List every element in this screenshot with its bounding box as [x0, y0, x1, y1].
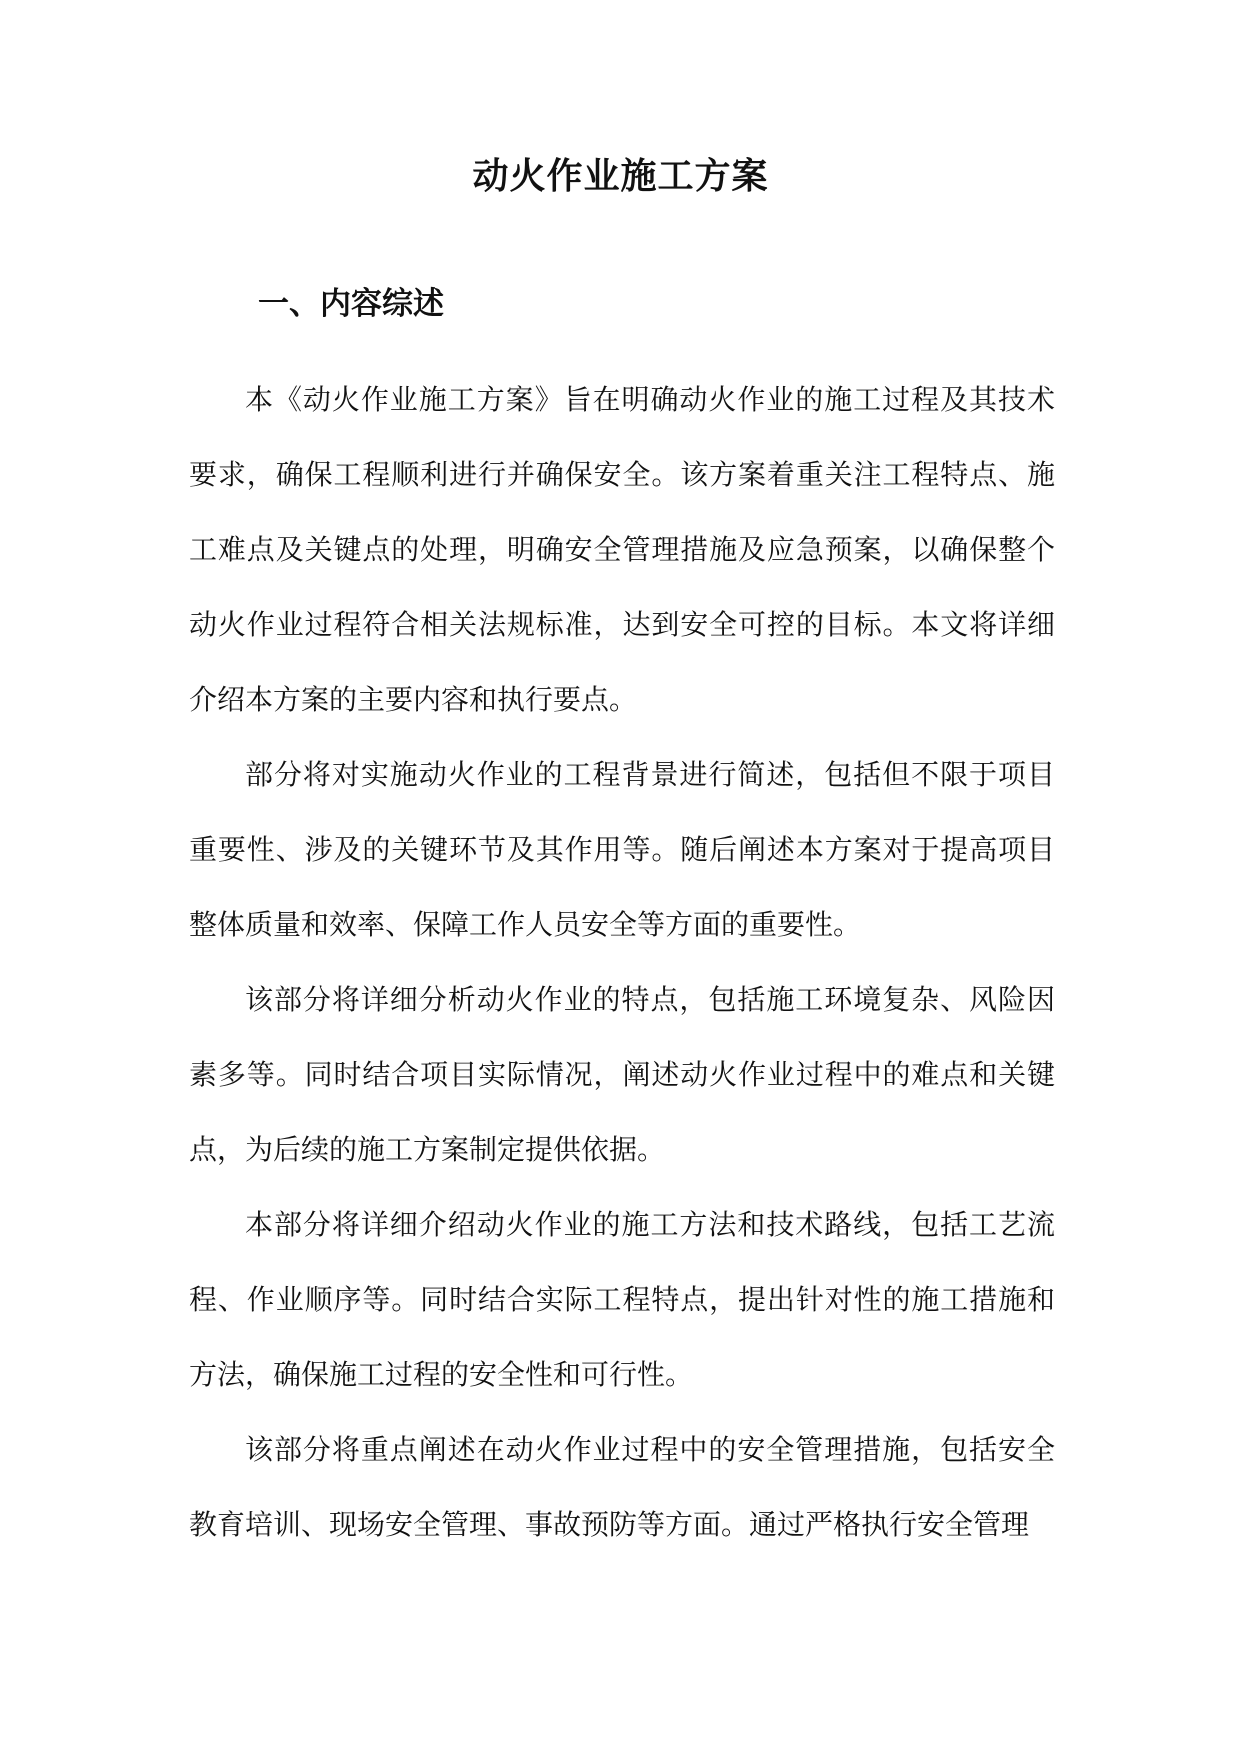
paragraph: 该部分将详细分析动火作业的特点，包括施工环境复杂、风险因素多等。同时结合项目实际情况，阐述动火作业过程中的难点和关键点，为后续的施工方案制定提供依据。 [189, 983, 1055, 1166]
section-heading: 一、内容综述 [258, 286, 444, 322]
paragraph: 部分将对实施动火作业的工程背景进行简述，包括但不限于项目重要性、涉及的关键环节及其作用等。随后阐述本方案对于提高项目整体质量和效率、保障工作人员安全等方面的重要性。 [189, 758, 1055, 941]
paragraph: 该部分将重点阐述在动火作业过程中的安全管理措施，包括安全教育培训、现场安全管理、事故预防等方面。通过严格执行安全管理 [189, 1433, 1055, 1541]
document-title: 动火作业施工方案 [472, 155, 769, 197]
paragraph: 本《动火作业施工方案》旨在明确动火作业的施工过程及其技术要求，确保工程顺利进行并确保安全。该方案着重关注工程特点、施工难点及关键点的处理，明确安全管理措施及应急预案，以确保整个动火作业过程符合相关法规标准，达到安全可控的目标。本文将详细介绍本方案的主要内容和执行要点。 [189, 383, 1055, 716]
document-body [189, 362, 1055, 1562]
paragraph: 本部分将详细介绍动火作业的施工方法和技术路线，包括工艺流程、作业顺序等。同时结合实际工程特点，提出针对性的施工措施和方法，确保施工过程的安全性和可行性。 [189, 1208, 1055, 1391]
